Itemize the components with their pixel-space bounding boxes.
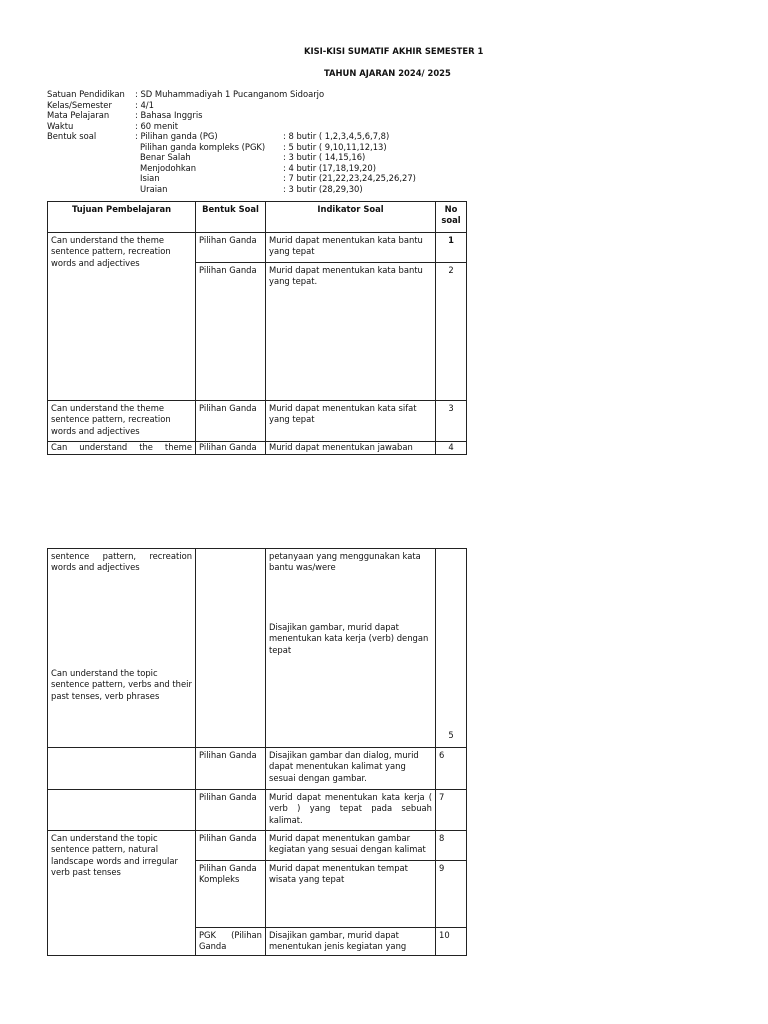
form-count-uraian: : 3 butir (28,29,30) (283, 183, 363, 194)
cell-indikator: Murid dapat menentukan kata kerja ( verb ) yang tepat pada sebuah kalimat. (266, 790, 436, 831)
cell-indikator: Murid dapat menentukan kata bantu yang tepat (266, 233, 436, 263)
cell-indikator (266, 549, 436, 748)
info-value-kelas: : 4/1 (135, 99, 154, 110)
cell-bentuk (196, 549, 266, 748)
cell-tujuan: Can understand the topic sentence pattern, natural landscape words and irregular verb past tenses (48, 831, 196, 956)
cell-tujuan: Can understand the theme sentence pattern, recreation words and adjectives (48, 233, 196, 401)
table-row (48, 549, 467, 748)
cell-bentuk: Pilihan Ganda (196, 831, 266, 861)
info-label-mapel: Mata Pelajaran (47, 110, 110, 120)
cell-no: 7 (436, 790, 467, 831)
cell-no: 2 (436, 263, 467, 401)
cell-bentuk: Pilihan Ganda (196, 263, 266, 401)
header-bentuk: Bentuk Soal (196, 202, 266, 233)
cell-no: 6 (436, 748, 467, 790)
table-row (48, 401, 467, 442)
form-count-pg: : 8 butir ( 1,2,3,4,5,6,7,8) (283, 131, 390, 141)
info-label-satuan: Satuan Pendidikan (47, 89, 125, 99)
tujuan-verbs: Can understand the topic sentence pattern, verbs and their past tenses, verb phrases (51, 667, 192, 701)
table-row (48, 748, 467, 790)
info-label-bentuk: Bentuk soal (47, 131, 97, 141)
cell-bentuk (196, 928, 266, 956)
table-row (48, 831, 467, 861)
academic-year: TAHUN AJARAN 2024/ 2025 (324, 68, 451, 78)
cell-bentuk: Pilihan Ganda (196, 442, 266, 455)
info-value-mapel: : Bahasa Inggris (135, 110, 203, 120)
form-name-menjodohkan: Menjodohkan (140, 162, 197, 173)
cell-bentuk: Pilihan Ganda (196, 401, 266, 442)
cell-no: 4 (436, 442, 467, 455)
form-name-bs: Benar Salah (140, 152, 191, 162)
cell-indikator: Murid dapat menentukan kata bantu yang tepat. (266, 263, 436, 401)
kisi-table-page-2 (47, 548, 467, 956)
cell-indikator: Disajikan gambar, murid dapat menentukan jenis kegiatan yang (266, 928, 436, 956)
cell-indikator: Murid dapat menentukan tempat wisata yang tepat (266, 861, 436, 928)
info-value-bentuk: : Pilihan ganda (PG) (135, 131, 218, 141)
cell-tujuan: Can understand the theme sentence pattern, recreation words and adjectives (48, 401, 196, 442)
form-count-pgk: : 5 butir ( 9,10,11,12,13) (283, 141, 387, 152)
form-name-isian: Isian (140, 173, 160, 183)
form-count-bs: : 3 butir ( 14,15,16) (283, 152, 366, 162)
bentuk-line-2: Ganda (199, 941, 227, 952)
cell-no: 1 (436, 233, 467, 263)
table-header-row (48, 202, 467, 233)
cell-tujuan: Can understand the theme (48, 442, 196, 455)
info-label-kelas: Kelas/Semester (47, 99, 112, 110)
cell-bentuk: Pilihan Ganda (196, 790, 266, 831)
cell-bentuk: Pilihan Ganda Kompleks (196, 861, 266, 928)
cell-no: 9 (436, 861, 467, 928)
cell-tujuan (48, 748, 196, 790)
bentuk-line-1: PGK (Pilihan (199, 930, 262, 940)
cell-indikator: Murid dapat menentukan jawaban (266, 442, 436, 455)
form-count-isian: : 7 butir (21,22,23,24,25,26,27) (283, 173, 416, 183)
cell-indikator: Disajikan gambar dan dialog, murid dapat menentukan kalimat yang sesuai dengan gambar. (266, 748, 436, 790)
table-row (48, 442, 467, 455)
info-value-waktu: : 60 menit (135, 120, 179, 131)
cell-no: 10 (436, 928, 467, 956)
document-title: KISI-KISI SUMATIF AKHIR SEMESTER 1 (304, 46, 484, 56)
cell-tujuan (48, 790, 196, 831)
cell-indikator: Murid dapat menentukan gambar kegiatan yang sesuai dengan kalimat (266, 831, 436, 861)
form-name-uraian: Uraian (140, 183, 168, 194)
cell-bentuk: Pilihan Ganda (196, 233, 266, 263)
info-value-satuan: : SD Muhammadiyah 1 Pucanganom Sidoarjo (135, 89, 325, 99)
table-row (48, 233, 467, 263)
header-indikator: Indikator Soal (266, 202, 436, 233)
form-count-menjodohkan: : 4 butir (17,18,19,20) (283, 162, 376, 173)
kisi-table-page-1 (47, 201, 467, 455)
header-no: No soal (436, 202, 467, 233)
cell-no: 5 (436, 549, 467, 748)
cell-indikator: Murid dapat menentukan kata sifat yang tepat (266, 401, 436, 442)
cell-no: 3 (436, 401, 467, 442)
form-name-pgk: Pilihan ganda kompleks (PGK) (140, 141, 266, 152)
table-row (48, 790, 467, 831)
cell-tujuan (48, 549, 196, 748)
cell-no: 8 (436, 831, 467, 861)
cell-bentuk: Pilihan Ganda (196, 748, 266, 790)
indikator-verb: Disajikan gambar, murid dapat menentukan kata kerja (verb) dengan tepat (269, 621, 429, 655)
indikator-continued: petanyaan yang menggunakan kata bantu was/were (269, 551, 421, 573)
header-tujuan: Tujuan Pembelajaran (48, 202, 196, 233)
info-label-waktu: Waktu (47, 120, 74, 131)
tujuan-continued: sentence pattern, recreation words and adjectives (51, 551, 192, 573)
